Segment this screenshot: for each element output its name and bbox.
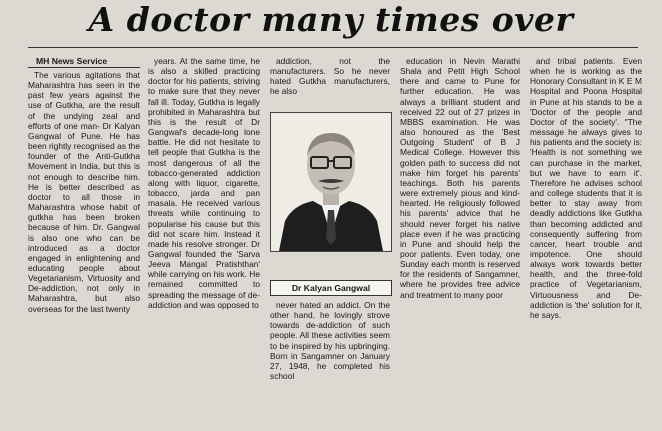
column-4-text: education in Nevin Marathi Shala and Petit High School there and came to Pune for further education. He was always a brilliant student and received 22 out of 27 prizes in MBBS examination. He was also honoured as the 'Best Outgoing Student' of B J Medical College. However this golden path to success did not make him forget his parents' teachings. Both his parents were extremely pious and kind-hearted. He religiously followed his parents' advice that he should never forget his native place even if he was practicing in Pune and should help the poor patients. Even today, one Sunday each month is reserved for the residents of Sangamner, where he provides free advice and treatment to many poor bbox=[400, 56, 520, 300]
column-1-text: The various agitations that Maharashtra has seen in the past few years against the use of Gutkha, are the result of the undying zeal and efforts of one man- Dr Kalyan Gangwal of Pune. He has been rightly recognised as the founder of the Anti-Gutkha Movement in India, but this is not enough to describe him. He is better described as doctor to all those in Maharashtra whose habit of gutkha has been broken because of him. Dr. Gangwal is also one who can be introduced as a doctor engaged in enlightening and educating people about Vegetarianism, Virtuosity and De-addiction, not only in Maharashtra, but also overseas for the last twenty bbox=[28, 70, 140, 314]
column-2 bbox=[148, 56, 260, 428]
column-5-text: and tribal patients. Even when he is working as the Honorary Consultant in K E M Hospital and Poona Hospital in Pune at his stands to be a 'Doctor of the people and Doctor of the society'. "The message he always gives to his patients and the society is: 'Health is not something we can purchase in the market, but we have to earn it'. Therefore he advises school and college students that it is better to stay away from deadly addictions like Gutkha than becoming addicted and consequently suffering from cancer, heart trouble and impotence. One should always work towards better health, and the three-fold practice of Vegetarianism, Virtuousness and De-addiction is 'the' solution for it, he says. bbox=[530, 56, 642, 320]
column-1 bbox=[28, 56, 140, 428]
column-3-top-text: addiction, not the manufacturers. So he never hated Gutkha manufacturers, he also bbox=[270, 56, 390, 97]
headline: A doctor many times over bbox=[88, 0, 574, 39]
column-5 bbox=[530, 56, 642, 428]
portrait-illustration bbox=[271, 113, 391, 251]
column-2-text: years. At the same time, he is also a skilled practicing doctor for his patients, striving to make sure that they never fall ill. Today, Gutkha is legally prohibited in Maharashtra but this is the result of Dr Gangwal's decade-long lone battle. He did not hesitate to tell people that Gutkha is the most dangerous of all the tobacco-generated addiction along with liquor, cigarette, tobacco, jarda and pan masala. He received various threats while continuing to popularise his cause but this did not scare him. Instead it made his resolve stronger. Dr Gangwal founded the 'Sarva Jeeva Mangal Pratishthan' while carrying on his work. He remained committed to spreading the message of de-addiction and was opposed to bbox=[148, 56, 260, 310]
column-3-top bbox=[270, 56, 390, 106]
photo-caption: Dr Kalyan Gangwal bbox=[270, 280, 392, 296]
column-4 bbox=[400, 56, 520, 428]
portrait-photo bbox=[270, 112, 392, 252]
headline-rule bbox=[28, 47, 638, 48]
byline: MH News Service bbox=[28, 56, 140, 68]
column-3-bottom bbox=[270, 300, 390, 428]
column-3-bottom-text: never hated an addict. On the other hand, he lovingly strove towards de-addiction of such people. All these activities seem to be inspired by his upbringing. Born in Sangamner on January 27, 1948, he completed his school bbox=[270, 300, 390, 382]
